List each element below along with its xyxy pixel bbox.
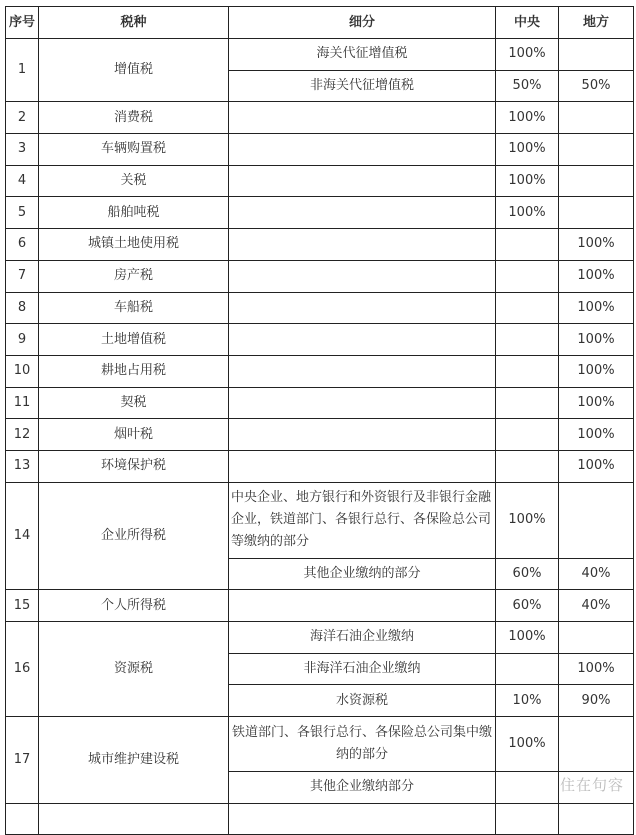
table-row — [6, 803, 634, 835]
central-share: 100% — [496, 102, 559, 134]
local-share: 90% — [559, 685, 634, 717]
tax-detail — [229, 260, 496, 292]
tax-name: 关税 — [39, 165, 229, 197]
watermark: 住在句容 — [559, 776, 624, 794]
row-number: 1 — [6, 39, 39, 102]
table-row — [6, 717, 634, 772]
central-share: 10% — [496, 685, 559, 717]
row-number: 3 — [6, 134, 39, 166]
tax-name: 城镇土地使用税 — [39, 229, 229, 261]
table-row — [6, 39, 634, 71]
tax-detail: 海洋石油企业缴纳 — [229, 622, 496, 654]
tax-detail — [229, 134, 496, 166]
table-row — [6, 622, 634, 654]
central-share: 100% — [496, 134, 559, 166]
central-share: 100% — [496, 39, 559, 71]
local-share: 100% — [559, 260, 634, 292]
table-row — [6, 450, 634, 482]
table-row — [6, 102, 634, 134]
tax-detail — [229, 387, 496, 419]
central-share — [496, 419, 559, 451]
row-number: 12 — [6, 419, 39, 451]
table-row — [6, 324, 634, 356]
header-detail: 细分 — [229, 7, 496, 39]
tax-detail — [229, 197, 496, 229]
row-number: 7 — [6, 260, 39, 292]
empty-cell — [496, 803, 559, 835]
central-share: 60% — [496, 590, 559, 622]
tax-detail — [229, 450, 496, 482]
tax-name: 增值税 — [39, 39, 229, 102]
tax-name: 资源税 — [39, 622, 229, 717]
header-central: 中央 — [496, 7, 559, 39]
row-number: 5 — [6, 197, 39, 229]
central-share — [496, 450, 559, 482]
empty-cell — [6, 803, 39, 835]
local-share — [559, 197, 634, 229]
tax-detail: 非海洋石油企业缴纳 — [229, 653, 496, 685]
row-number: 10 — [6, 355, 39, 387]
central-share — [496, 387, 559, 419]
table-row — [6, 482, 634, 558]
row-number: 15 — [6, 590, 39, 622]
tax-name: 城市维护建设税 — [39, 717, 229, 804]
row-number: 9 — [6, 324, 39, 356]
local-share — [559, 622, 634, 654]
tax-detail: 其他企业缴纳部分 — [229, 772, 496, 804]
tax-detail: 其他企业缴纳的部分 — [229, 558, 496, 590]
empty-cell — [39, 803, 229, 835]
local-share: 100% — [559, 653, 634, 685]
header-row — [6, 7, 634, 39]
tax-name: 契税 — [39, 387, 229, 419]
tax-detail — [229, 419, 496, 451]
table-row — [6, 165, 634, 197]
tax-name: 船舶吨税 — [39, 197, 229, 229]
table-row — [6, 260, 634, 292]
central-share: 100% — [496, 197, 559, 229]
local-share — [559, 717, 634, 772]
local-share: 100% — [559, 387, 634, 419]
row-number: 4 — [6, 165, 39, 197]
local-share — [559, 134, 634, 166]
tax-detail: 铁道部门、各银行总行、各保险总公司集中缴纳的部分 — [229, 717, 496, 772]
central-share — [496, 324, 559, 356]
header-tax: 税种 — [39, 7, 229, 39]
row-number: 11 — [6, 387, 39, 419]
table-row — [6, 590, 634, 622]
central-share — [496, 653, 559, 685]
central-share — [496, 260, 559, 292]
local-share — [559, 102, 634, 134]
tax-name: 环境保护税 — [39, 450, 229, 482]
tax-detail: 中央企业、地方银行和外资银行及非银行金融企业，铁道部门、各银行总行、各保险总公司等缴纳的部分 — [229, 482, 496, 558]
local-share — [559, 165, 634, 197]
tax-detail — [229, 355, 496, 387]
local-share — [559, 482, 634, 558]
table-row — [6, 387, 634, 419]
tax-detail — [229, 292, 496, 324]
central-share: 100% — [496, 622, 559, 654]
row-number: 17 — [6, 717, 39, 804]
local-share: 100% — [559, 229, 634, 261]
empty-cell — [559, 803, 634, 835]
table-row — [6, 419, 634, 451]
local-share: 40% — [559, 558, 634, 590]
central-share — [496, 292, 559, 324]
local-share — [559, 39, 634, 71]
tax-detail — [229, 324, 496, 356]
row-number: 6 — [6, 229, 39, 261]
table-row — [6, 292, 634, 324]
central-share: 100% — [496, 717, 559, 772]
central-share — [496, 355, 559, 387]
row-number: 16 — [6, 622, 39, 717]
tax-name: 企业所得税 — [39, 482, 229, 590]
central-share: 100% — [496, 482, 559, 558]
central-share — [496, 229, 559, 261]
tax-name: 车船税 — [39, 292, 229, 324]
local-share: 50% — [559, 70, 634, 102]
tax-name: 个人所得税 — [39, 590, 229, 622]
tax-detail — [229, 229, 496, 261]
tax-name: 烟叶税 — [39, 419, 229, 451]
row-number: 14 — [6, 482, 39, 590]
tax-detail — [229, 165, 496, 197]
table-row — [6, 355, 634, 387]
table-row — [6, 134, 634, 166]
header-no: 序号 — [6, 7, 39, 39]
row-number: 2 — [6, 102, 39, 134]
tax-name: 土地增值税 — [39, 324, 229, 356]
tax-name: 车辆购置税 — [39, 134, 229, 166]
tax-detail: 海关代征增值税 — [229, 39, 496, 71]
row-number: 8 — [6, 292, 39, 324]
local-share: 100% — [559, 450, 634, 482]
central-share: 60% — [496, 558, 559, 590]
table-row — [6, 197, 634, 229]
row-number: 13 — [6, 450, 39, 482]
empty-cell — [229, 803, 496, 835]
tax-detail — [229, 102, 496, 134]
central-share — [496, 772, 559, 804]
central-share: 100% — [496, 165, 559, 197]
tax-name: 消费税 — [39, 102, 229, 134]
tax-name: 耕地占用税 — [39, 355, 229, 387]
header-local: 地方 — [559, 7, 634, 39]
tax-detail — [229, 590, 496, 622]
local-share: 100% — [559, 355, 634, 387]
central-share: 50% — [496, 70, 559, 102]
tax-detail: 水资源税 — [229, 685, 496, 717]
table-row — [6, 229, 634, 261]
local-share: 100% — [559, 292, 634, 324]
tax-detail: 非海关代征增值税 — [229, 70, 496, 102]
tax-name: 房产税 — [39, 260, 229, 292]
tax-sharing-table — [5, 6, 634, 835]
local-share: 40% — [559, 590, 634, 622]
local-share: 100% — [559, 419, 634, 451]
local-share: 100% — [559, 324, 634, 356]
